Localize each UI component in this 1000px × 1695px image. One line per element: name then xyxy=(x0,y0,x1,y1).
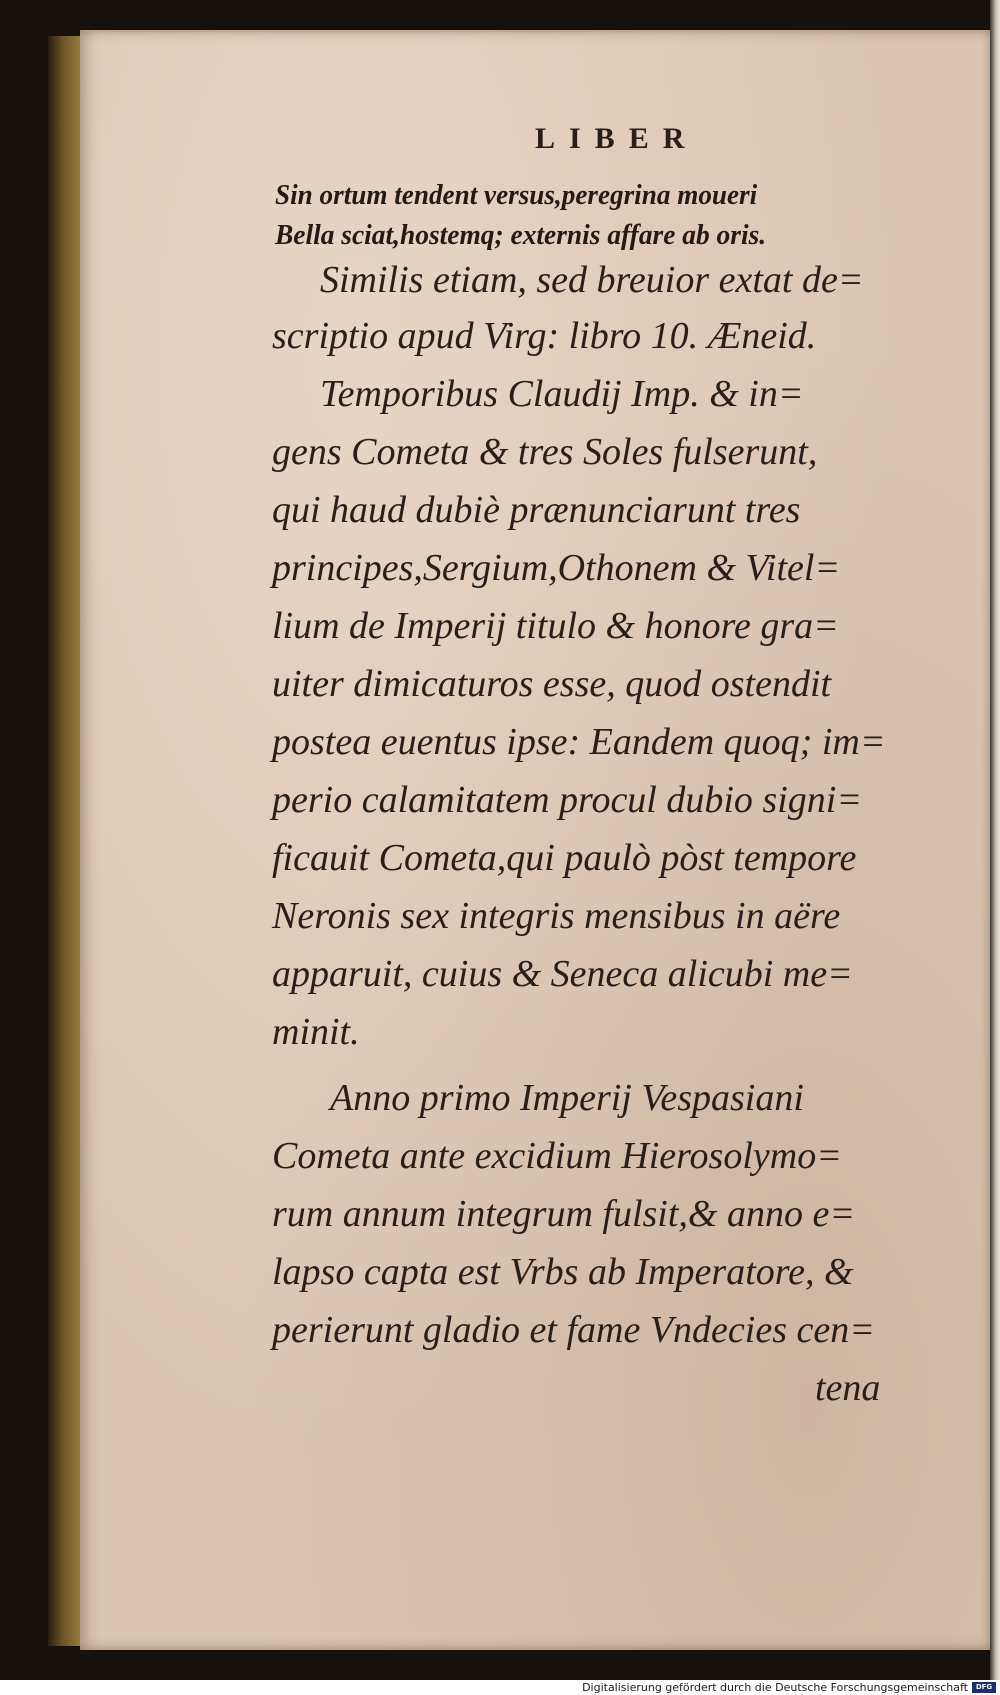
book-page xyxy=(80,30,992,1650)
verse-line: Bella sciat,hostemq; externis affare ab oris. xyxy=(275,220,767,251)
text-line: scriptio apud Virg: libro 10. Æneid. xyxy=(272,315,817,357)
text-line: principes,Sergium,Othonem & Vitel= xyxy=(272,547,841,589)
text-line: lium de Imperij titulo & honore gra= xyxy=(272,605,839,647)
text-line: Anno primo Imperij Vespasiani xyxy=(330,1077,804,1119)
text-line: apparuit, cuius & Seneca alicubi me= xyxy=(272,953,853,995)
text-line: Similis etiam, sed breuior extat de= xyxy=(320,259,864,301)
catchword: tena xyxy=(815,1367,881,1409)
text-line: Temporibus Claudij Imp. & in= xyxy=(320,373,804,415)
dfg-logo-icon: DFG xyxy=(972,1682,996,1693)
text-line: postea euentus ipse: Eandem quoq; im= xyxy=(272,721,886,763)
text-line: uiter dimicaturos esse, quod ostendit xyxy=(272,663,832,705)
scan-right-border xyxy=(990,0,1000,1680)
running-head: LIBER xyxy=(535,122,699,155)
page-text xyxy=(80,30,992,1650)
text-line: Cometa ante excidium Hierosolymo= xyxy=(272,1135,842,1177)
text-line: qui haud dubiè prænunciarunt tres xyxy=(272,489,801,531)
digitization-footer xyxy=(0,1680,1000,1695)
text-line: rum annum integrum fulsit,& anno e= xyxy=(272,1193,855,1235)
text-line: Neronis sex integris mensibus in aëre xyxy=(272,895,841,937)
text-line: ficauit Cometa,qui paulò pòst tempore xyxy=(272,837,857,879)
text-line: perierunt gladio et fame Vndecies cen= xyxy=(272,1309,875,1351)
verse-line: Sin ortum tendent versus,peregrina moueri xyxy=(275,180,758,211)
text-line: perio calamitatem procul dubio signi= xyxy=(272,779,862,821)
text-line: gens Cometa & tres Soles fulserunt, xyxy=(272,431,818,473)
text-line: lapso capta est Vrbs ab Imperatore, & xyxy=(272,1251,854,1293)
footer-credit: Digitalisierung gefördert durch die Deutsche Forschungsgemeinschaft xyxy=(582,1681,968,1694)
text-line: minit. xyxy=(272,1011,360,1053)
